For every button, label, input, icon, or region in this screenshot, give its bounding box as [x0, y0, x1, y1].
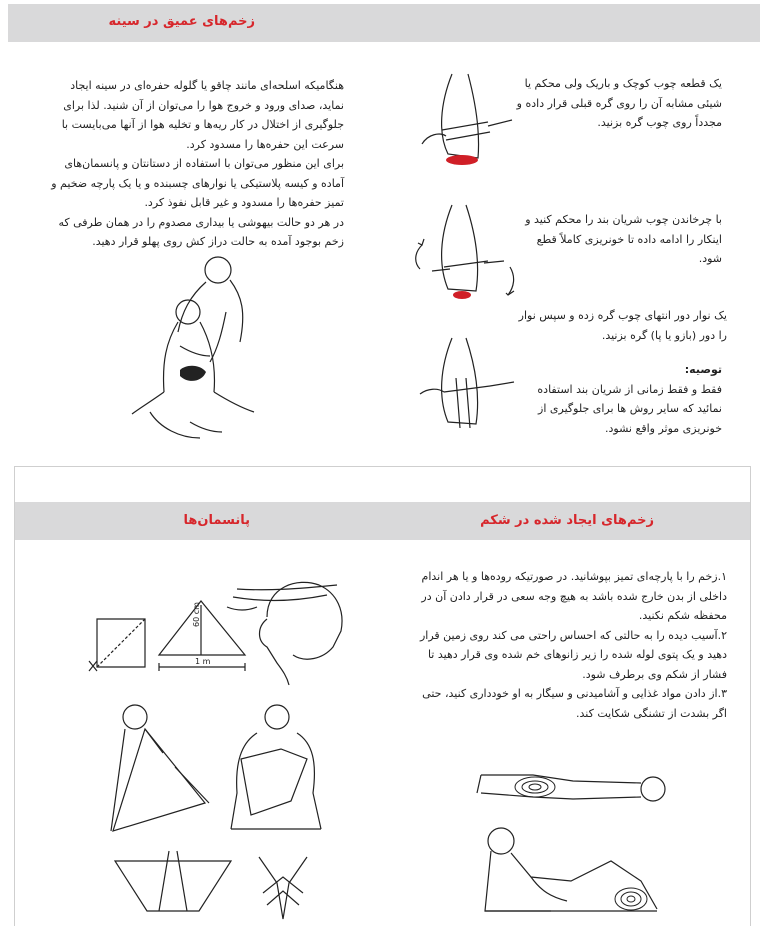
- note-text: فقط و فقط زمانی از شریان بند استفاده نمائید که سایر روش ها برای جلوگیری از خونریزی موثر واقع نشود.: [537, 382, 722, 435]
- triangle-base-label: 1 m: [195, 657, 211, 666]
- chest-wounds-title: زخم‌های عمیق در سینه: [108, 14, 255, 29]
- note-heading: توصیه:: [684, 363, 722, 376]
- chest-wounds-paragraph-1: هنگامیکه اسلحه‌ای مانند چاقو یا گلوله حفره‌ای در سینه ایجاد نماید، صدای ورود و خروج هوا را می‌توان از آن شنید. لذا برای جلوگیری از اختلال در کار ریه‌ها و تخلیه هوا از آنها می‌بایست با سرعت این حفره‌ها را مسدود کرد.: [61, 79, 344, 151]
- head-bandage-illustration: [227, 567, 357, 687]
- chest-wound-blood: [180, 366, 206, 381]
- top-page: [0, 0, 767, 452]
- abdominal-item-2: ۲.آسیب دیده را به حالتی که احساس راحتی می کند روی زمین قرار دهید و یک پتوی لوله شده را زیر زانوهای خم شده وی قرار دهید تا فشار از شکم وی برطرف شود.: [419, 628, 727, 681]
- blood-spot-2: [453, 291, 471, 299]
- chest-wounds-paragraph-2: برای این منظور می‌توان با استفاده از دستانتان و پانسمان‌های آماده و کیسه پلاستیکی یا نوارهای چسبنده و یا یک پارچه ضخیم و تمیز حفره‌ها را مسدود و غیر قابل نفوذ کرد.: [51, 157, 344, 209]
- bottom-page: [14, 466, 751, 926]
- chest-wounds-text: [44, 76, 344, 252]
- chest-wounds-paragraph-3: در هر دو حالت بیهوشی یا بیداری مصدوم را در همان طرفی که زخم بوجود آمده به حالت دراز کش روی پهلو قرار دهید.: [58, 215, 344, 248]
- abdominal-wounds-text: [407, 567, 727, 723]
- abdominal-item-1: ۱.زخم را با پارچه‌ای تمیز بپوشانید. در صورتیکه روده‌ها و یا هر اندام داخلی از بدن خارج شده باشد به هیچ وجه سعی در قرار دادن آن در محفظه شکم نکنید.: [421, 570, 727, 622]
- triangle-height-label: 60 cm: [192, 602, 201, 627]
- foot-bandage-diagram: [253, 853, 313, 923]
- lying-casualty-illustration: [473, 757, 673, 817]
- square-cloth-illustration: [87, 615, 149, 677]
- tourniquet-illustration-3: [414, 338, 524, 448]
- bandage-fold-diagram: [113, 851, 233, 921]
- dressings-title: پانسمان‌ها: [183, 513, 250, 528]
- abdominal-wounds-title: زخم‌های ایجاد شده در شکم: [480, 513, 654, 528]
- tourniquet-step-1: یک قطعه چوب کوچک و باریک ولی محکم یا شیئی مشابه آن را روی گره قبلی قرار داده و مجدداً روی چوب گره بزنید.: [516, 77, 722, 129]
- tourniquet-step-3: یک نوار دور انتهای چوب گره زده و سپس نوار را دور (بازو یا پا) گره بزنید.: [518, 309, 727, 342]
- tourniquet-illustration-2: [410, 205, 520, 315]
- sling-front-illustration: [105, 703, 215, 833]
- abdominal-item-3: ۳.از دادن مواد غذایی و آشامیدنی و سیگار به او خودداری کنید، حتی اگر بشدت از تشنگی شکایت کند.: [422, 687, 727, 720]
- tourniquet-illustration-1: [418, 74, 518, 174]
- blood-spot-1: [446, 155, 478, 165]
- scissors-icon: [89, 661, 97, 671]
- chest-wound-illustration: [130, 252, 260, 442]
- tourniquet-step-2: با چرخاندن چوب شریان بند را محکم کنید و اینکار را ادامه داده تا خونریزی کاملاً قطع شود.: [525, 213, 722, 265]
- reclined-casualty-illustration: [471, 821, 671, 921]
- tourniquet-note: [512, 360, 722, 438]
- sling-back-illustration: [221, 703, 331, 833]
